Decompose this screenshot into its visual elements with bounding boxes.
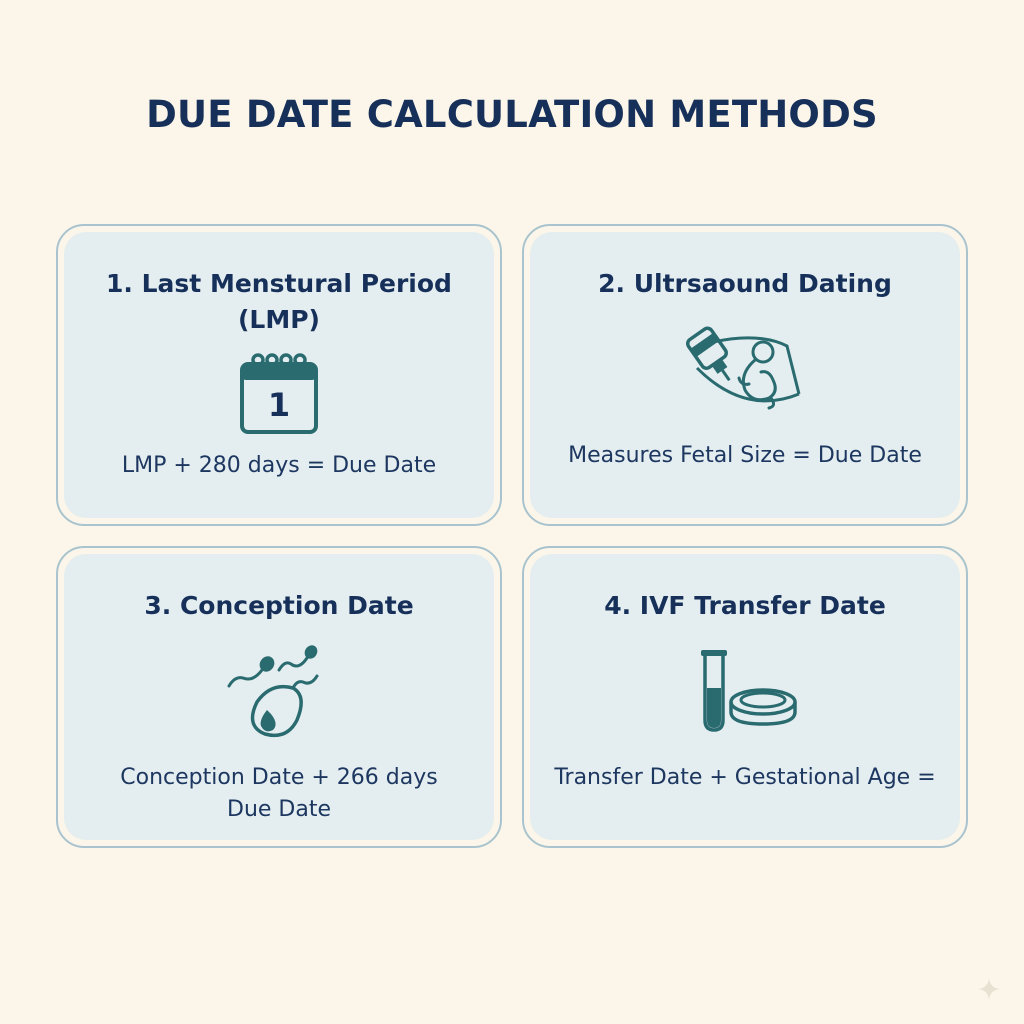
card-formula xyxy=(64,762,494,826)
card-title xyxy=(530,588,960,624)
card-title xyxy=(64,266,494,338)
method-card-ultrasound xyxy=(522,224,968,526)
test-tube-petri-dish-icon xyxy=(693,648,797,734)
card-body xyxy=(530,554,960,840)
card-title-line: 4. IVF Transfer Date xyxy=(604,591,886,620)
card-title-line: 3. Conception Date xyxy=(144,591,414,620)
card-formula-line: Conception Date + 266 days xyxy=(120,765,438,790)
method-card-lmp xyxy=(56,224,502,526)
card-title xyxy=(64,588,494,624)
ultrasound-icon xyxy=(683,324,807,416)
card-formula xyxy=(64,450,494,482)
card-title-line: 2. Ultrsaound Dating xyxy=(598,269,892,298)
card-formula-line: LMP + 280 days = Due Date xyxy=(121,453,437,478)
card-body xyxy=(64,554,494,840)
card-title xyxy=(530,266,960,302)
card-formula-line: Due Date xyxy=(227,797,331,822)
card-formula xyxy=(530,440,960,472)
card-formula-line: Transfer Date + Gestational Age = xyxy=(554,765,936,790)
sparkle-icon xyxy=(978,978,1000,1000)
card-body xyxy=(530,232,960,518)
page-title: DUE DATE CALCULATION METHODS xyxy=(146,93,878,136)
method-card-conception xyxy=(56,546,502,848)
conception-icon xyxy=(227,642,331,742)
calendar-icon xyxy=(238,350,320,436)
calendar-day-number: 1 xyxy=(267,386,291,424)
card-title-line: (LMP) xyxy=(238,305,320,334)
card-formula xyxy=(530,762,960,794)
card-body xyxy=(64,232,494,518)
method-card-ivf xyxy=(522,546,968,848)
card-title-line: 1. Last Menstural Period xyxy=(106,269,452,298)
card-formula-line: Measures Fetal Size = Due Date xyxy=(568,443,922,468)
